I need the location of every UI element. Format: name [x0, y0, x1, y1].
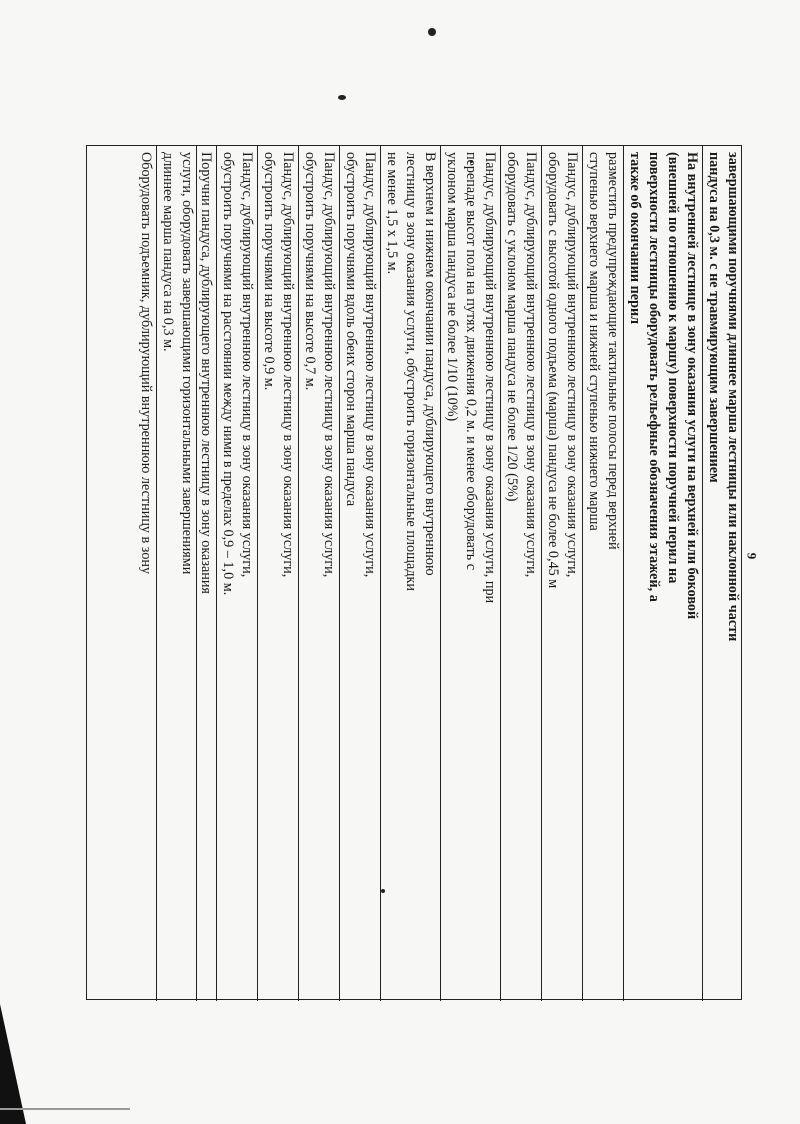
row-text-line: обустроить поручнями на расстоянии между ними в пределах 0,9 – 1,0 м.	[220, 152, 236, 596]
row-text-line: обустроить поручнями на высоте 0,7 м.	[302, 152, 318, 391]
row-text-line: Пандус, дублирующий внутреннюю лестницу в зону оказания услуги,	[321, 152, 337, 578]
table-row	[298, 146, 339, 1001]
row-text-line: Пандус, дублирующий внутреннюю лестницу в зону оказания услуги,	[280, 152, 296, 578]
row-text-line: обустроить поручнями на высоте 0,9 м.	[261, 152, 277, 391]
row-text-line: На внутренней лестнице в зону оказания услуги на верхней или боковой	[684, 152, 700, 620]
row-text-line: Пандус, дублирующий внутреннюю лестницу в зону оказания услуги, при	[482, 152, 498, 604]
row-text-line: Пандус, дублирующий внутреннюю лестницу в зону оказания услуги,	[239, 152, 255, 578]
row-text-line: завершающими поручнями длиннее марша лестницы или наклонной части	[725, 152, 741, 642]
table-row	[216, 146, 257, 1001]
row-text-line: Поручни пандуса, дублирующего внутреннюю лестницу в зону оказания	[198, 152, 214, 594]
table-row	[339, 146, 380, 1001]
table-row	[257, 146, 298, 1001]
row-text-line: поверхности лестницы оборудовать рельефные обозначения этажей, а	[646, 152, 662, 602]
row-text-line: разместить предупреждающие тактильные полосы перед верхней	[605, 152, 621, 550]
row-text-line: (внешней по отношению к маршу) поверхности поручней перил на	[665, 152, 681, 584]
table-row	[500, 146, 541, 1001]
row-text-line: Пандус, дублирующий внутреннюю лестницу в зону оказания услуги,	[564, 152, 580, 578]
table-row	[380, 146, 440, 1001]
row-text-line: услуги, оборудовать завершающими горизонтальными завершениями	[179, 152, 195, 575]
scan-corner-shadow	[0, 1004, 26, 1124]
row-text-line: Оборудовать подъемник, дублирующий внутреннюю лестницу в зону	[138, 152, 154, 575]
table-row	[541, 146, 582, 1001]
scan-edge-line	[0, 1108, 130, 1110]
table-row	[702, 146, 743, 1001]
rotated-table-body	[87, 146, 743, 1001]
row-text-line: пандуса на 0,3 м. с не травмирующим завершением	[706, 152, 722, 483]
row-text-line: лестницу в зону оказания услуги, обустроить горизонтальные площадки	[403, 152, 419, 592]
row-text-line: оборудовать с уклоном марша пандуса не более 1/20 (5%)	[504, 152, 520, 502]
row-text-line: перепаде высот пола на путях движения 0,2 м. и менее оборудовать с	[463, 152, 479, 571]
requirements-table	[86, 145, 742, 1000]
row-text-line: длиннее марша пандуса на 0,3 м.	[160, 152, 176, 352]
row-text-line: не менее 1,5 х 1,5 м.	[384, 152, 400, 275]
row-text-line: Пандус, дублирующий внутреннюю лестницу в зону оказания услуги,	[362, 152, 378, 578]
row-text-line: также об окончании перил	[627, 152, 643, 325]
row-text-line: оборудовать с высотой одного подъема (марша) пандуса не более 0,45 м	[545, 152, 561, 589]
row-text-line: обустроить поручнями вдоль обеих сторон марша пандуса	[343, 152, 359, 507]
table-rows	[138, 146, 743, 1001]
page-number: 9	[744, 552, 760, 560]
scan-speck	[428, 28, 436, 36]
row-text-line: В верхнем и нижнем окончании пандуса, дублирующего внутреннюю	[422, 152, 438, 576]
row-text-line: ступенью верхнего марша и нижней ступенью нижнего марша	[586, 152, 602, 531]
scan-speck	[338, 95, 346, 100]
table-row	[623, 146, 702, 1001]
row-text-line: уклоном марша пандуса не более 1/10 (10%)	[444, 152, 460, 422]
table-row	[440, 146, 500, 1001]
table-row	[582, 146, 623, 1001]
empty-column	[87, 146, 197, 1001]
row-text-line: Пандус, дублирующий внутреннюю лестницу в зону оказания услуги,	[523, 152, 539, 578]
